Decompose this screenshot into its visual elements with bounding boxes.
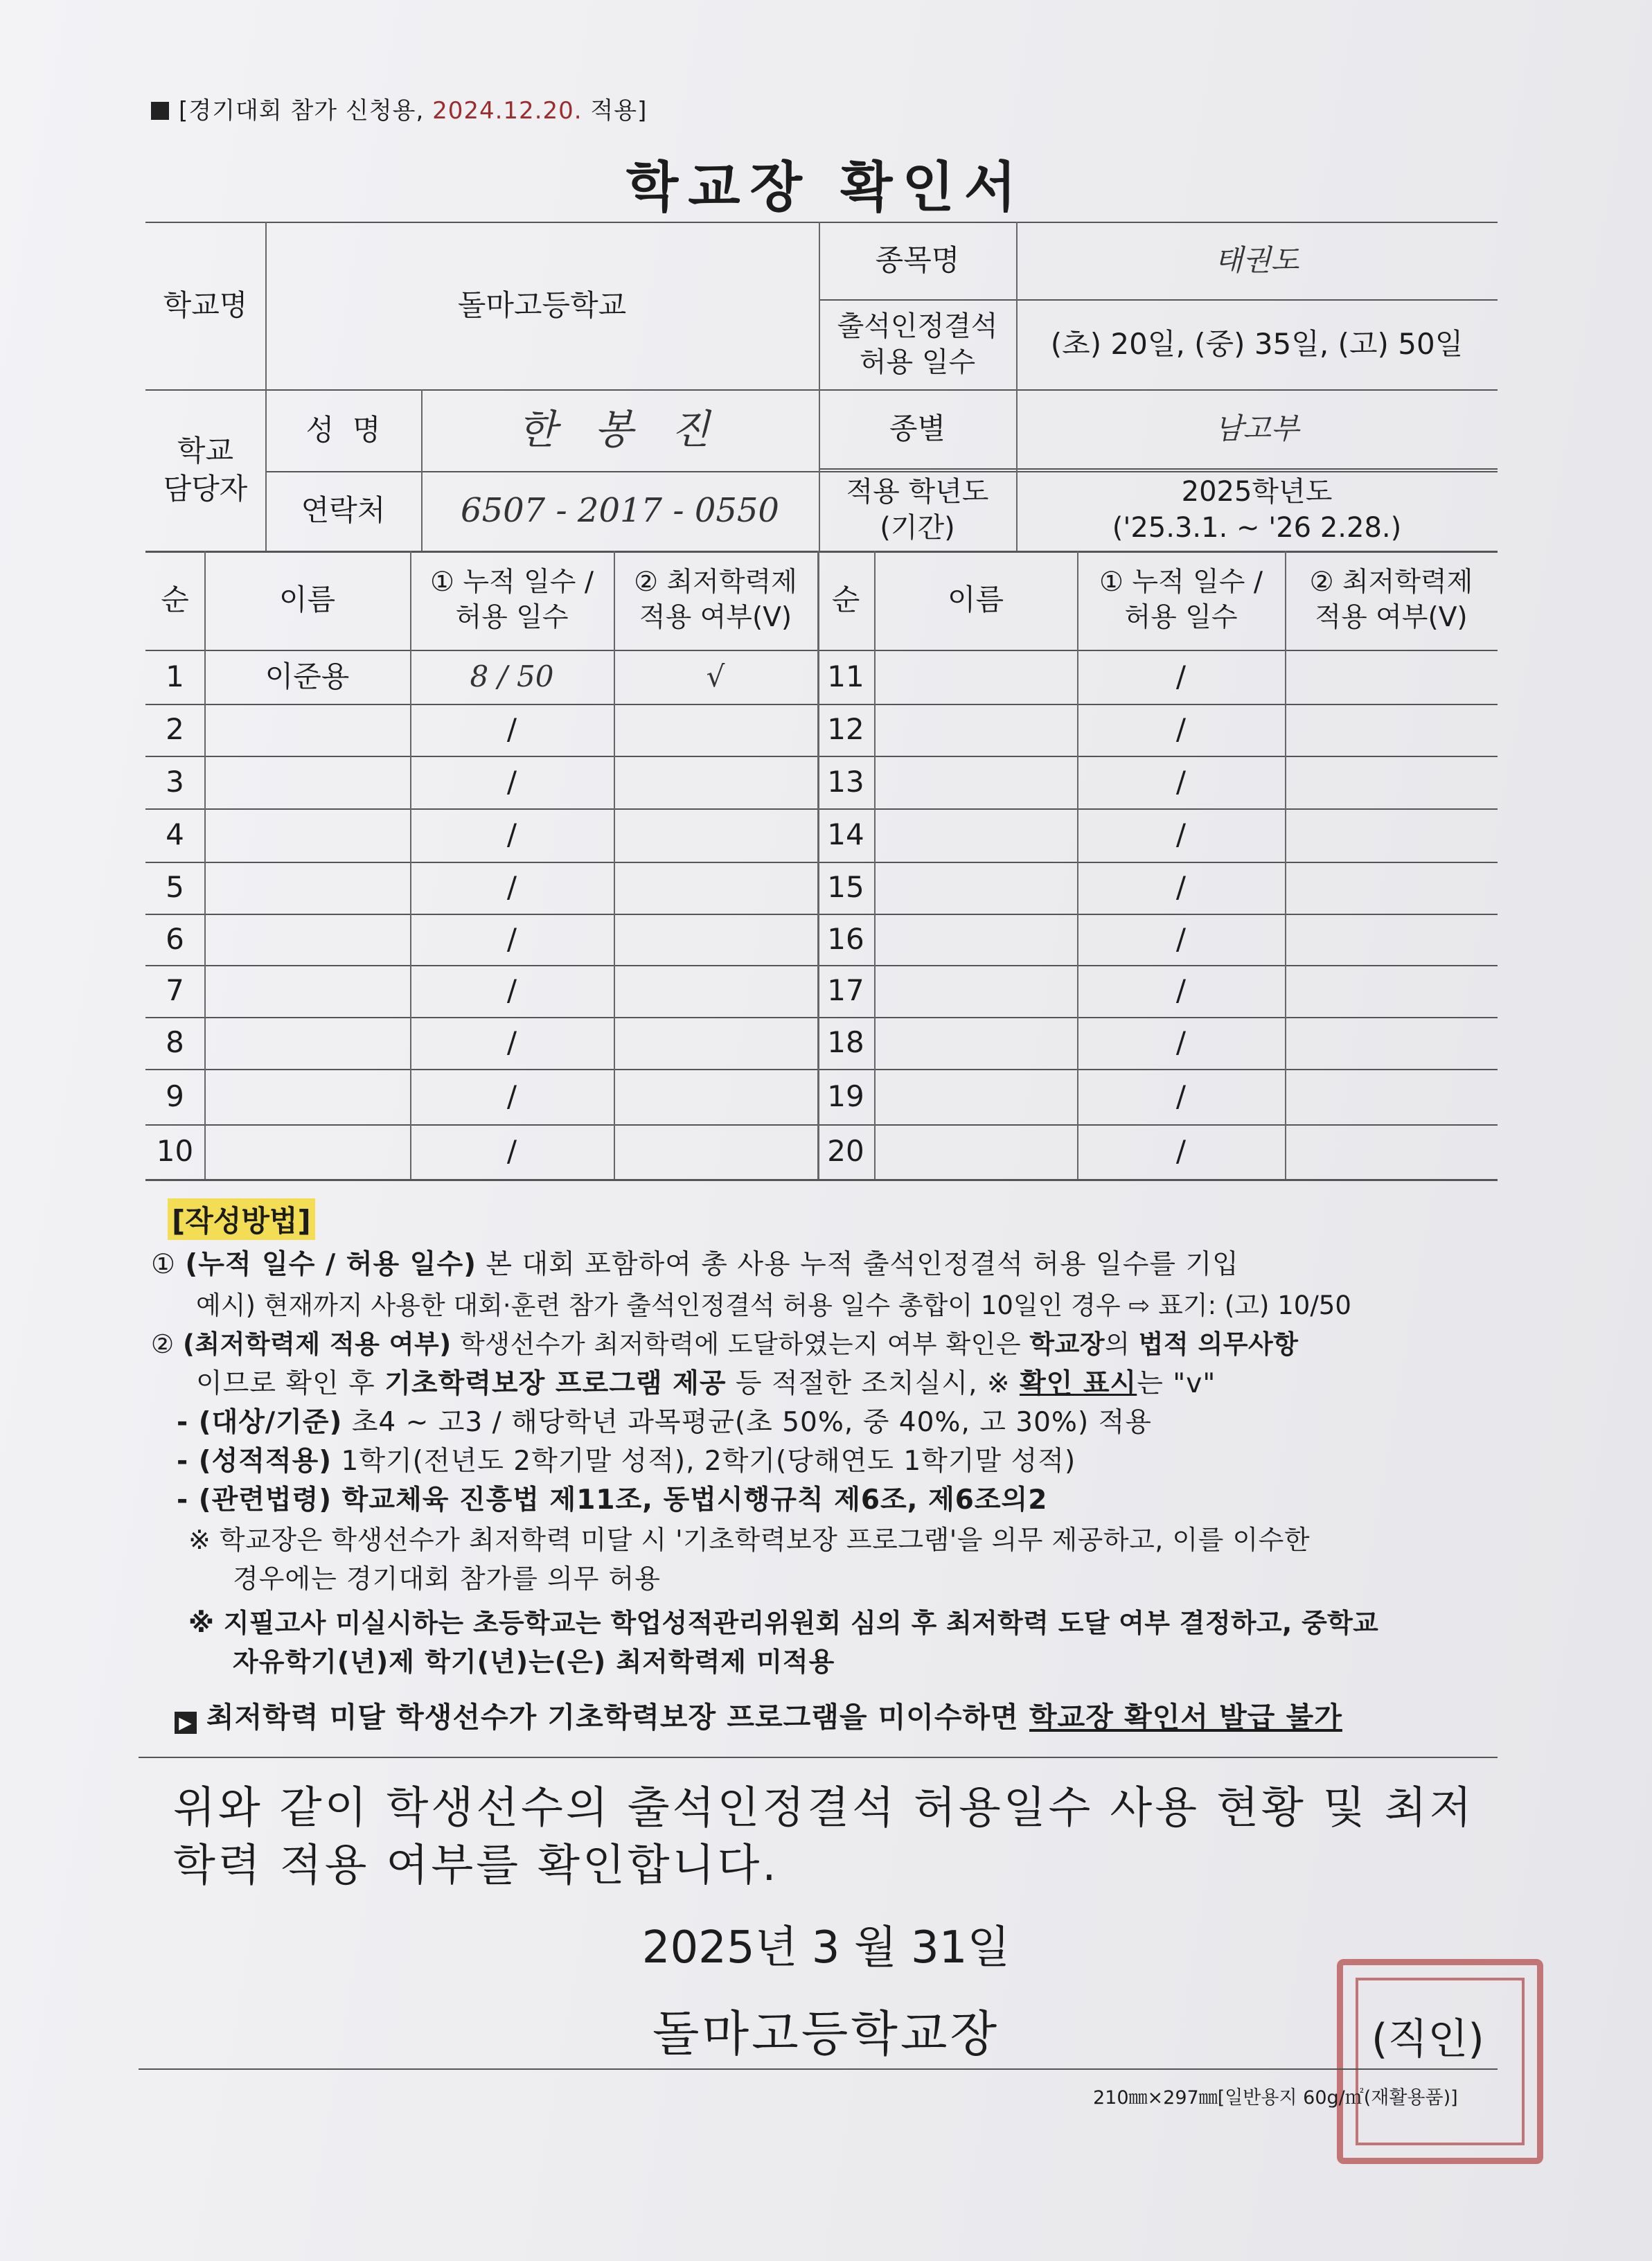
cell-name: 이준용: [265, 659, 350, 693]
staff-label: 학교 담당자: [163, 433, 248, 506]
cell-name: [874, 862, 1077, 914]
school-name-label: 학교명: [163, 287, 248, 322]
cell-min: [614, 1069, 817, 1124]
cell-num: 20: [827, 1134, 864, 1169]
paper-spec-footnote: 210㎜×297㎜[일반용지 60g/㎡(재활용품)]: [1093, 2087, 1458, 2109]
effective-date: 2024.12.20.: [432, 97, 583, 125]
cell-days: /: [506, 712, 517, 747]
cell-name: [874, 1124, 1077, 1179]
cell-min: [614, 704, 817, 756]
cell-num: 19: [827, 1079, 864, 1113]
cell-num: 11: [827, 659, 864, 693]
cell-days: /: [506, 870, 517, 905]
sport-value: 태권도: [1214, 242, 1299, 277]
note-2-cont: 자유학기(년)제 학기(년)는(은) 최저학력제 미적용: [233, 1647, 835, 1677]
cell-min: [614, 808, 817, 862]
instruction-2: ② (최저학력제 적용 여부) 학생선수가 최저학력에 도달하였는지 여부 확인은 학교장의 법적 의무사항: [151, 1329, 1299, 1359]
cell-min: [1285, 1017, 1498, 1069]
school-year-label: 적용 학년도 (기간): [846, 475, 989, 544]
cell-days: /: [506, 1079, 517, 1113]
cell-days: /: [1175, 921, 1187, 956]
cell-num: 2: [166, 712, 184, 747]
cell-name: [204, 1017, 410, 1069]
principal-signature: 돌마고등학교장: [652, 2005, 1000, 2062]
allowed-days-label: 출석인정결석 허용 일수: [837, 310, 998, 378]
instruction-2-cont: 이므로 확인 후 기초학력보장 프로그램 제공 등 적절한 조치실시, ※ 확인 표시는 "v": [196, 1368, 1216, 1399]
cell-num: 9: [166, 1079, 184, 1113]
cell-min: √: [706, 659, 725, 693]
cell-days: /: [1175, 1025, 1187, 1060]
cell-name: [874, 965, 1077, 1017]
instruction-1: ① (누적 일수 / 허용 일수) 본 대회 포함하여 총 사용 누적 출석인정결석 허용 일수를 기입: [151, 1249, 1239, 1280]
cell-name: [874, 1069, 1077, 1124]
cell-days: /: [1175, 1134, 1187, 1169]
arrow-box-icon: ▶: [175, 1712, 197, 1734]
cell-name: [874, 1017, 1077, 1069]
cell-num: 3: [166, 764, 184, 799]
instructions-heading: [작성방법]: [168, 1198, 315, 1240]
seal-label: (직인): [1371, 2015, 1484, 2064]
cell-num: 18: [827, 1025, 864, 1060]
cell-min: [614, 1017, 817, 1069]
cell-name: [874, 650, 1077, 704]
cell-name: [204, 1124, 410, 1179]
division-value: 남고부: [1214, 411, 1299, 445]
cell-num: 13: [827, 764, 864, 799]
cell-name: [204, 808, 410, 862]
cell-num: 12: [827, 712, 864, 747]
cell-days: /: [506, 817, 517, 852]
col-name-right: 이름: [947, 583, 1004, 617]
cell-days: /: [1175, 1079, 1187, 1113]
col-num-right: 순: [831, 583, 860, 617]
cell-days: /: [1175, 764, 1187, 799]
cell-days: 8 / 50: [470, 659, 554, 693]
cell-min: [614, 914, 817, 965]
note-1: ※ 학교장은 학생선수가 최저학력 미달 시 '기초학력보장 프로그램'을 의무 제공하고, 이를 이수한: [188, 1525, 1311, 1555]
cell-name: [204, 914, 410, 965]
staff-name-label: 성 명: [305, 412, 381, 447]
cell-num: 17: [827, 973, 864, 1008]
cell-num: 8: [166, 1025, 184, 1060]
cell-name: [874, 756, 1077, 808]
staff-contact-label: 연락처: [301, 493, 386, 528]
cell-num: 5: [166, 870, 184, 905]
cell-num: 10: [156, 1134, 194, 1169]
cell-min: [1285, 650, 1498, 704]
cell-days: /: [1175, 659, 1187, 693]
cell-min: [614, 756, 817, 808]
detail-grades: - (성적적용) 1학기(전년도 2학기말 성적), 2학기(당해연도 1학기말 성적): [177, 1446, 1076, 1477]
cell-num: 6: [166, 921, 184, 956]
sport-label: 종목명: [875, 242, 960, 277]
school-year-value: 2025학년도 ('25.3.1. ~ '26 2.28.): [1112, 475, 1402, 544]
col-min-right: ② 최저학력제 적용 여부(V): [1309, 566, 1473, 633]
cell-min: [1285, 704, 1498, 756]
cell-name: [874, 808, 1077, 862]
cell-min: [1285, 1124, 1498, 1179]
cell-min: [1285, 756, 1498, 808]
cell-name: [204, 862, 410, 914]
cell-num: 15: [827, 870, 864, 905]
square-bullet-icon: [151, 102, 169, 120]
cell-min: [1285, 914, 1498, 965]
confirmation-text: 위와 같이 학생선수의 출석인정결석 허용일수 사용 현황 및 최저학력 적용 여부를 확인합니다.: [173, 1782, 1475, 1891]
cell-min: [1285, 808, 1498, 862]
cell-name: [204, 704, 410, 756]
cell-days: /: [506, 764, 517, 799]
cell-num: 4: [166, 817, 184, 852]
detail-law: - (관련법령) 학교체육 진흥법 제11조, 동법시행규칙 제6조, 제6조의2: [177, 1484, 1048, 1516]
cell-days: /: [506, 1134, 517, 1169]
cell-name: [204, 1069, 410, 1124]
cell-min: [1285, 1069, 1498, 1124]
cell-name: [204, 965, 410, 1017]
cell-name: [204, 756, 410, 808]
staff-contact-value: 6507 - 2017 - 0550: [461, 491, 779, 531]
note-2: ※ 지필고사 미실시하는 초등학교는 학업성적관리위원회 심의 후 최저학력 도달 여부 결정하고, 중학교: [188, 1608, 1379, 1638]
col-days-left: ① 누적 일수 / 허용 일수: [430, 566, 594, 633]
note-1-cont: 경우에는 경기대회 참가를 의무 허용: [233, 1563, 661, 1594]
cell-min: [614, 965, 817, 1017]
division-label: 종별: [889, 411, 946, 445]
form-usage-note: [경기대회 참가 신청용, 2024.12.20. 적용]: [151, 91, 647, 125]
cell-num: 14: [827, 817, 864, 852]
cell-days: /: [506, 973, 517, 1008]
cell-name: [874, 914, 1077, 965]
cell-min: [1285, 862, 1498, 914]
issue-date: 2025년 3 월 31일: [641, 1922, 1011, 1974]
allowed-days-value: (초) 20일, (중) 35일, (고) 50일: [1050, 326, 1464, 361]
cell-num: 1: [166, 659, 184, 693]
cell-min: [614, 1124, 817, 1179]
cell-days: /: [1175, 870, 1187, 905]
cell-days: /: [506, 921, 517, 956]
detail-target: - (대상/기준) 초4 ~ 고3 / 해당학년 과목평균(초 50%, 중 40%, 고 30%) 적용: [177, 1407, 1152, 1438]
col-days-right: ① 누적 일수 / 허용 일수: [1099, 566, 1263, 633]
cell-min: [1285, 965, 1498, 1017]
cell-days: /: [1175, 817, 1187, 852]
col-min-left: ② 최저학력제 적용 여부(V): [634, 566, 797, 633]
document-title: 학교장 확인서: [625, 157, 1027, 219]
cell-name: [874, 704, 1077, 756]
cell-days: /: [506, 1025, 517, 1060]
instruction-1-example: 예시) 현재까지 사용한 대회·훈련 참가 출석인정결석 허용 일수 총합이 10일인 경우 ⇨ 표기: (고) 10/50: [196, 1291, 1351, 1320]
cell-days: /: [1175, 973, 1187, 1008]
cell-num: 7: [166, 973, 184, 1008]
cell-days: /: [1175, 712, 1187, 747]
school-name-value: 돌마고등학교: [457, 287, 627, 322]
col-name-left: 이름: [278, 583, 336, 617]
staff-name-value: 한 봉 진: [517, 406, 722, 454]
col-num-left: 순: [161, 583, 189, 617]
cell-num: 16: [827, 921, 864, 956]
warning-note: ▶ 최저학력 미달 학생선수가 기초학력보장 프로그램을 미이수하면 학교장 확인서 발급 불가: [175, 1699, 1342, 1737]
cell-min: [614, 862, 817, 914]
